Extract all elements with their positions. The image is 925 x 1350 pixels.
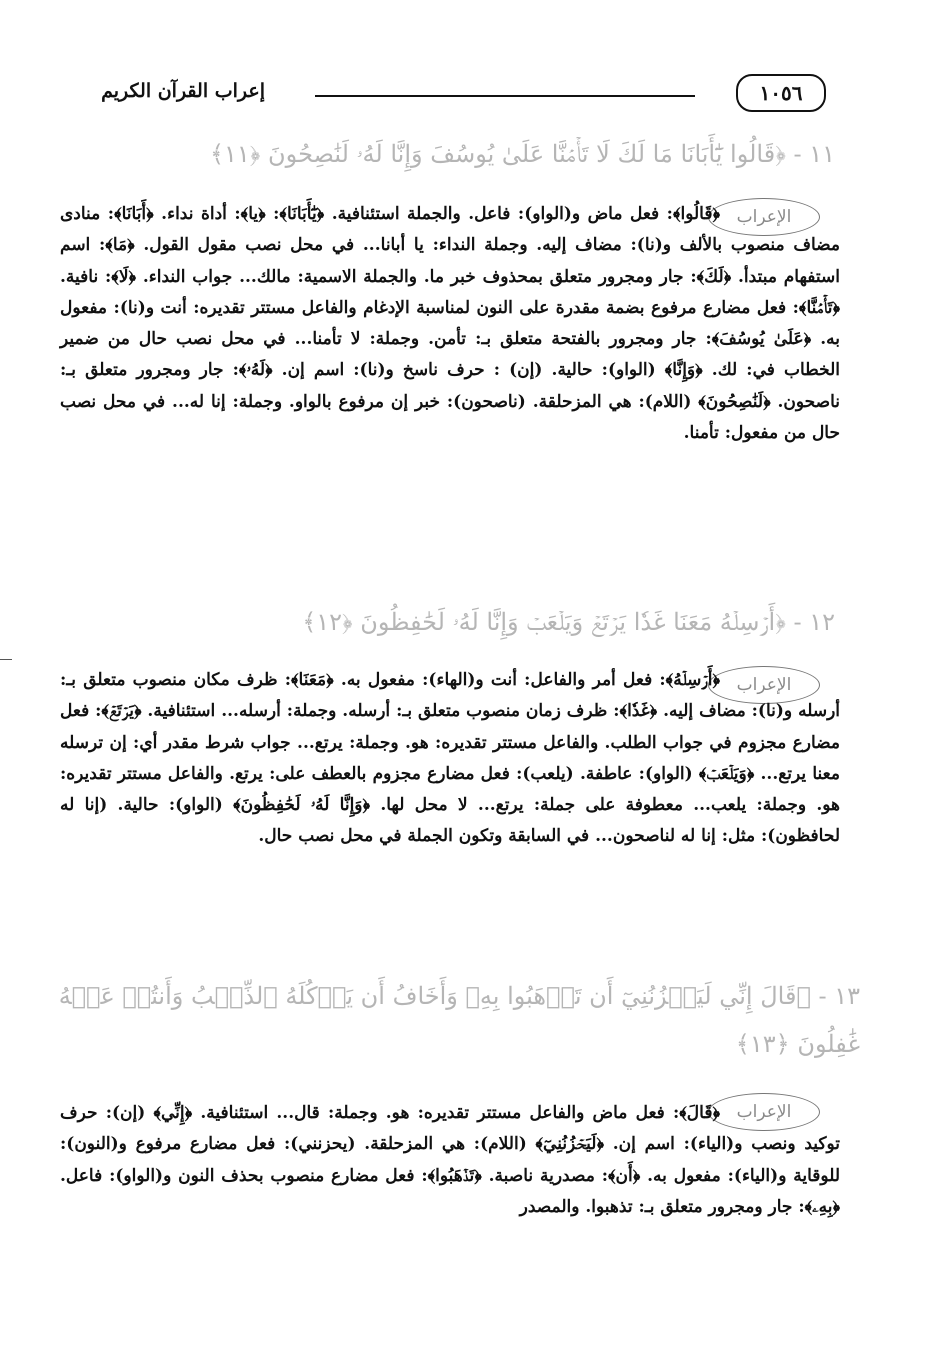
- irab-badge: الإعراب: [708, 1093, 820, 1131]
- irab-paragraph: [60, 665, 840, 853]
- irab-badge: الإعراب: [708, 666, 820, 704]
- page-number: ١٠٥٦: [736, 74, 826, 112]
- margin-dash: [0, 659, 12, 660]
- verse-13-line-1: ١٣ - ﴿قَالَ إِنِّي لَيَحۡزُنُنِيٓ أَن تَذۡهَبُوا بِهِۦ وَأَخَافُ أَن يَأۡكُلَهُ ٱلذِّئۡبُ وَأَنتُمۡ عَنۡهُ: [58, 982, 860, 1010]
- irab-text: ﴿قَالُوا﴾: فعل ماض و(الواو): فاعل. والجملة استئنافية. ﴿يَٰٓأَبَانَا﴾: ﴿يا﴾: أداة نداء. ﴿أَبَانَا﴾: منادى مضاف منصوب بالألف و(نا): مضاف إليه. وجملة النداء: يا أبانا... في محل نصب مقول القول. ﴿مَا﴾: اسم استفهام مبتدأ. ﴿لَكَ﴾: جار ومجرور متعلق بمحذوف خبر ما. والجملة الاسمية: مالك... جواب النداء. ﴿لَا﴾: نافية. ﴿تَأۡمَ۬نَّا﴾: فعل مضارع مرفوع بضمة مقدرة على النون لمناسبة الإدغام والفاعل مستتر تقديره: أنت و(نا): مفعول به. ﴿عَلَىٰ يُوسُفَ﴾: جار ومجرور بالفتحة متعلق بـ: تأمن. وجملة: لا تأمنا... في محل نصب حال من ضمير الخطاب في: لك. ﴿وَإِنَّا﴾ (الواو): حالية. (إن) : حرف ناسخ و(نا): اسم إن. ﴿لَهُۥ﴾: جار ومجرور متعلق بـ: ناصحون. ﴿لَنَٰصِحُونَ﴾ (اللام): هي المزحلقة. (ناصحون): خبر إن مرفوع بالواو. وجملة: إنا له... في محل نصب حال من مفعول: تأمنا.: [60, 204, 840, 444]
- irab-text: ﴿أَرۡسِلۡهُ﴾: فعل أمر والفاعل: أنت و(الهاء): مفعول به. ﴿مَعَنَا﴾: ظرف مكان منصوب متعلق بـ: أرسله و(نا): مضاف إليه. ﴿غَدٗا﴾: ظرف زمان منصوب متعلق بـ: أرسله. وجملة: أرسله... استئنافية. ﴿يَرۡتَعۡ﴾: فعل مضارع مجزوم في جواب الطلب. والفاعل مستتر تقديره: هو. وجملة: يرتع... جواب شرط مقدر أي: إن ترسله معنا يرتع... ﴿وَيَلۡعَبۡ﴾ (الواو): عاطفة. (يلعب): فعل مضارع مجزوم بالعطف على: يرتع. والفاعل مستتر تقديره: هو. وجملة: يلعب... معطوفة على جملة: يرتع... لا محل لها. ﴿وَإِنَّا لَهُۥ لَحَٰفِظُونَ﴾ (الواو): حالية. (إنا له لحافظون): مثل: إنا له لناصحون... في السابقة وتكون الجملة في محل نصب حال.: [60, 670, 840, 847]
- verse-13-line-2: غَٰفِلُونَ ﴿١٣﴾: [735, 1030, 860, 1058]
- page-header: [60, 70, 850, 116]
- verse-11: ١١ - ﴿قَالُوا يَٰٓأَبَانَا مَا لَكَ لَا تَأۡمَ۬نَّا عَلَىٰ يُوسُفَ وَإِنَّا لَهُۥ لَنَٰصِحُونَ ﴿١١﴾: [209, 140, 835, 168]
- header-rule: [315, 95, 695, 97]
- irab-badge: الإعراب: [708, 198, 820, 236]
- irab-text: ﴿قَالَ﴾: فعل ماض والفاعل مستتر تقديره: هو. وجملة: قال... استئنافية. ﴿إِنِّي﴾ (إن): حرف توكيد ونصب و(الياء): اسم إن. ﴿لَيَحۡزُنُنِيٓ﴾ (اللام): هي المزحلقة. (يحزنني): فعل مضارع مرفوع و(النون): للوقاية و(الياء): مفعول به. ﴿أَن﴾: مصدرية ناصبة. ﴿تَذۡهَبُوا﴾: فعل مضارع منصوب بحذف النون و(الواو): فاعل. ﴿بِهِۦ﴾: جار ومجرور متعلق بـ: تذهبوا. والمصدر: [60, 1103, 840, 1217]
- irab-paragraph: [60, 199, 840, 449]
- book-title: إعراب القرآن الكريم: [101, 80, 265, 102]
- verse-12: ١٢ - ﴿أَرۡسِلۡهُ مَعَنَا غَدٗا يَرۡتَعۡ وَيَلۡعَبۡ وَإِنَّا لَهُۥ لَحَٰفِظُونَ ﴿١٢﴾: [302, 608, 835, 636]
- irab-paragraph: [60, 1098, 840, 1223]
